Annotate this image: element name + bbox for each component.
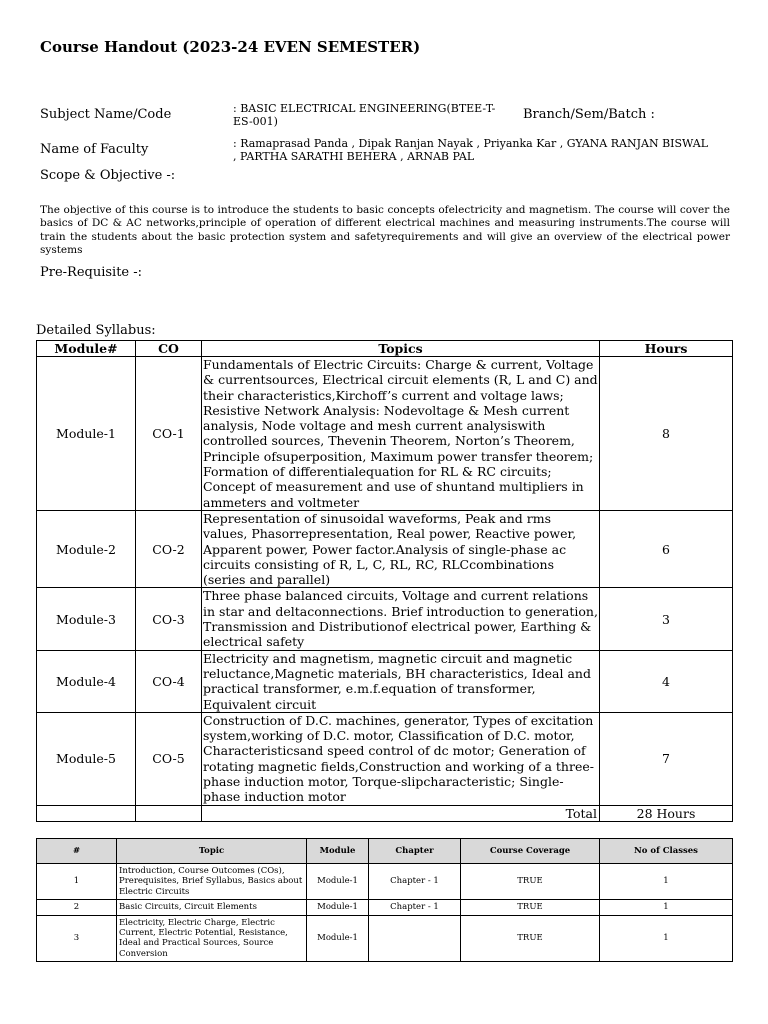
- chapter-cell: Chapter - 1: [369, 900, 461, 915]
- table-row: [37, 712, 733, 805]
- table-row: [37, 357, 733, 511]
- module-cell: Module-1: [307, 900, 369, 915]
- total-hours: 28 Hours: [600, 805, 733, 821]
- module-cell: Module-4: [37, 650, 136, 712]
- topics-cell: Electricity and magnetism, magnetic circuit and magnetic reluctance,Magnetic materials, BH characteristics, Ideal and practical transformer, e.m.f.equation of transformer, Equivalent circuit: [202, 650, 600, 712]
- faculty-label: Name of Faculty: [40, 142, 149, 157]
- header-num: #: [37, 839, 117, 864]
- co-cell: CO-2: [136, 510, 202, 587]
- topics-cell: Representation of sinusoidal waveforms, Peak and rms values, Phasorrepresentation, Real power, Reactive power, Apparent power, Power factor.Analysis of single-phase ac circuits consisting of R, L, C, RL, RC, RLCcombinations (series and parallel): [202, 510, 600, 587]
- prerequisite-label: Pre-Requisite -:: [40, 265, 143, 280]
- coverage-cell: TRUE: [461, 915, 600, 962]
- topic-cell: Basic Circuits, Circuit Elements: [117, 900, 307, 915]
- module-cell: Module-2: [37, 510, 136, 587]
- total-row: [37, 805, 733, 821]
- total-label: Total: [202, 805, 600, 821]
- syllabus-header-row: [37, 341, 733, 357]
- co-cell: CO-3: [136, 588, 202, 650]
- header-topic: Topic: [117, 839, 307, 864]
- num-cell: 3: [37, 915, 117, 962]
- scope-label: Scope & Objective -:: [40, 168, 176, 183]
- module-cell: Module-1: [307, 864, 369, 900]
- topic-cell: Introduction, Course Outcomes (COs), Prerequisites, Brief Syllabus, Basics about Electric Circuits: [117, 864, 307, 900]
- module-cell: Module-5: [37, 712, 136, 805]
- header-hours: Hours: [600, 341, 733, 357]
- plan-header-row: [37, 839, 733, 864]
- topics-cell: Three phase balanced circuits, Voltage and current relations in star and deltaconnections. Brief introduction to generation, Transmission and Distributionof electrical power, Earthing & electrical safety: [203, 588, 598, 650]
- lesson-plan-table: [36, 838, 733, 962]
- module-cell: Module-3: [37, 588, 136, 650]
- coverage-cell: TRUE: [461, 864, 600, 900]
- table-row: [37, 915, 733, 962]
- syllabus-label: Detailed Syllabus:: [36, 323, 156, 338]
- hours-cell: 6: [600, 510, 733, 587]
- topics-cell: Fundamentals of Electric Circuits: Charge & current, Voltage & currentsources, Electrical circuit elements (R, L and C) and their characteristics,Kirchoff’s current and voltage laws; Resistive Network Analysis: Nodevoltage & Mesh current analysis, Node voltage and mesh current analysiswith controlled sources, Thevenin Theorem, Norton’s Theorem, Principle ofsuperposition, Maximum power transfer theorem; Formation of differentialequation for RL & RC circuits; Concept of measurement and use of shuntand multipliers in ammeters and voltmeter: [203, 357, 598, 510]
- total-empty-cell: [37, 805, 136, 821]
- page-title: Course Handout (2023-24 EVEN SEMESTER): [40, 38, 421, 56]
- header-classes: No of Classes: [600, 839, 733, 864]
- hours-cell: 8: [600, 357, 733, 511]
- header-module: Module: [307, 839, 369, 864]
- hours-cell: 3: [600, 588, 733, 650]
- coverage-cell: TRUE: [461, 900, 600, 915]
- co-cell: CO-4: [136, 650, 202, 712]
- header-module: Module#: [37, 341, 136, 357]
- co-cell: CO-5: [136, 712, 202, 805]
- syllabus-table: [36, 340, 733, 822]
- objective-text: The objective of this course is to introduce the students to basic concepts ofelectricity and magnetism. The course will cover the basics of DC & AC networks,principle of operation of different electrical machines and measuring instruments.The course will train the students about the basic protection system and safetyrequirements and will give an overview of the electrical power systems: [40, 204, 730, 257]
- header-co: CO: [136, 341, 202, 357]
- total-empty-cell: [136, 805, 202, 821]
- subject-value: : BASIC ELECTRICAL ENGINEERING(BTEE-T-ES-001): [233, 102, 496, 128]
- table-row: [37, 864, 733, 900]
- header-topics: Topics: [202, 341, 600, 357]
- table-row: [37, 900, 733, 915]
- header-coverage: Course Coverage: [461, 839, 600, 864]
- module-cell: Module-1: [37, 357, 136, 511]
- topics-cell: Construction of D.C. machines, generator, Types of excitation system,working of D.C. motor, Classification of D.C. motor, Characteristicsand speed control of dc motor; Generation of rotating magnetic fields,Construction and working of a three-phase induction motor, Torque-slipcharacteristic; Single-phase induction motor: [202, 712, 600, 805]
- classes-cell: 1: [600, 900, 733, 915]
- hours-cell: 7: [600, 712, 733, 805]
- subject-label: Subject Name/Code: [40, 107, 172, 122]
- num-cell: 2: [37, 900, 117, 915]
- classes-cell: 1: [600, 864, 733, 900]
- classes-cell: 1: [600, 915, 733, 962]
- chapter-cell: Chapter - 1: [369, 864, 461, 900]
- header-chapter: Chapter: [369, 839, 461, 864]
- faculty-value: : Ramaprasad Panda , Dipak Ranjan Nayak , Priyanka Kar , GYANA RANJAN BISWAL , PARTHA SARATHI BEHERA , ARNAB PAL: [233, 137, 709, 163]
- num-cell: 1: [37, 864, 117, 900]
- table-row: [37, 510, 733, 587]
- hours-cell: 4: [600, 650, 733, 712]
- branch-label: Branch/Sem/Batch :: [523, 107, 655, 122]
- co-cell: CO-1: [136, 357, 202, 511]
- topic-cell: Electricity, Electric Charge, Electric Current, Electric Potential, Resistance, Ideal and Practical Sources, Source Conversion: [117, 915, 307, 962]
- module-cell: Module-1: [307, 915, 369, 962]
- chapter-cell: [369, 915, 461, 962]
- table-row: [37, 650, 733, 712]
- table-row: [37, 588, 733, 650]
